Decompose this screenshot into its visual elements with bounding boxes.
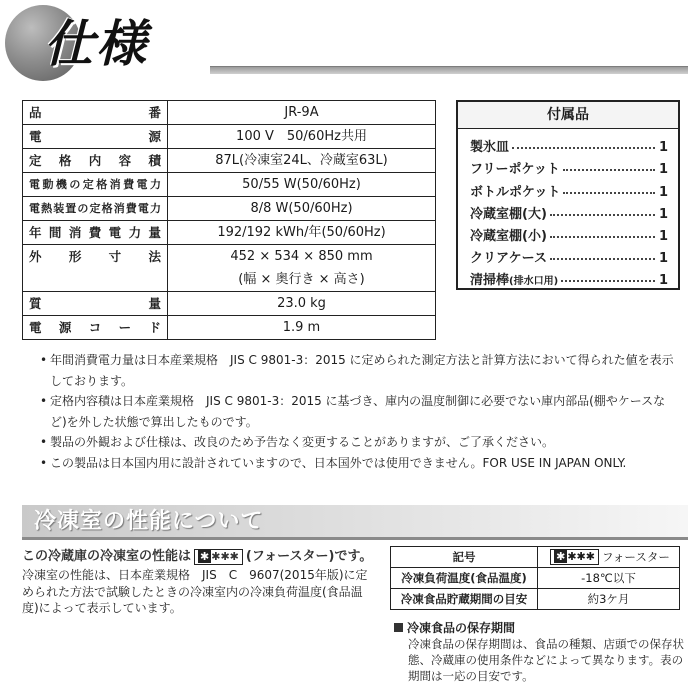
- square-bullet-icon: [394, 623, 403, 632]
- leader-dots: [561, 280, 655, 282]
- star-mark-first: ✱: [556, 550, 566, 564]
- freezer-label: 冷凍食品貯蔵期間の目安: [391, 589, 538, 610]
- storage-period-heading: [394, 619, 515, 636]
- table-row: [23, 245, 436, 292]
- table-row: [23, 149, 436, 173]
- title-underline: [210, 66, 688, 74]
- dimension-value: 452 × 534 × 850 mm: [230, 249, 373, 264]
- accessory-name: フリーポケット: [470, 162, 560, 178]
- spec-notes: [40, 350, 680, 473]
- leader-dots: [550, 236, 655, 238]
- accessories-list: [458, 129, 678, 288]
- page-title: 仕様: [44, 15, 148, 73]
- freezer-value: 約3ケ月: [538, 589, 680, 610]
- accessories-title: 付属品: [458, 102, 678, 129]
- table-row: [23, 197, 436, 221]
- freezer-value: -18℃以下: [538, 568, 680, 589]
- accessory-name: ボトルポケット: [470, 184, 561, 200]
- accessories-box: [456, 100, 680, 290]
- performance-heading: [22, 545, 372, 565]
- list-item: [470, 244, 668, 266]
- list-item: [470, 222, 668, 244]
- performance-description: 冷凍室の性能は、日本産業規格 JIS C 9607(2015年版)に定められた方法で試験したときの冷凍室内の冷凍負荷温度(食品温度)によって表示しています。: [22, 568, 368, 615]
- freezer-star-name: フォースター: [602, 549, 670, 564]
- accessory-qty: 1: [658, 228, 668, 244]
- spec-value: [168, 245, 436, 292]
- table-row: [391, 568, 680, 589]
- spec-label: 年間消費電力量: [23, 221, 168, 245]
- leader-dots: [550, 214, 655, 216]
- storage-period-text: 冷凍食品の保存期間は、食品の種類、店頭での保存状態、冷蔵庫の使用条件などによって異なります。表の期間は一応の目安です。: [408, 637, 684, 683]
- spec-value: 192/192 kWh/年(50/60Hz): [168, 221, 436, 245]
- leader-dots: [550, 258, 655, 260]
- performance-heading-tail: (フォースター)です。: [245, 549, 373, 564]
- spec-value: JR-9A: [168, 101, 436, 125]
- accessory-name: 製氷皿: [470, 140, 510, 156]
- accessory-qty: 1: [658, 162, 668, 178]
- note-item: • 年間消費電力量は日本産業規格 JIS C 9801-3：2015 に定められた測定方法と計算方法において得られた値を表示しております。: [40, 350, 680, 391]
- spec-label: 質量: [23, 292, 168, 316]
- storage-period-title: 冷凍食品の保存期間: [407, 621, 516, 635]
- spec-label: 電源コード: [23, 316, 168, 340]
- four-star-badge: [194, 549, 243, 565]
- spec-value: 50/55 W(50/60Hz): [168, 173, 436, 197]
- accessory-qty: 1: [658, 184, 668, 200]
- accessory-qty: 1: [658, 140, 668, 156]
- leader-dots: [563, 169, 655, 171]
- spec-table: [22, 100, 436, 340]
- accessory-name: 冷蔵室棚(大): [470, 206, 547, 222]
- spec-value: 100 V 50/60Hz共用: [168, 125, 436, 149]
- spec-label: 電源: [23, 125, 168, 149]
- table-row: [23, 173, 436, 197]
- leader-dots: [512, 147, 655, 149]
- freezer-value: [538, 547, 680, 568]
- section-title: 冷凍室の性能について: [34, 509, 264, 534]
- spec-label: 電熱装置の定格消費電力: [23, 197, 168, 221]
- table-row: [23, 292, 436, 316]
- note-item: • 定格内容積は日本産業規格 JIS C 9801-3：2015 に基づき、庫内の温度制御に必要でない庫内部品(棚やケースなど)を外した状態で算出したものです。: [40, 391, 680, 432]
- accessory-qty: 1: [658, 251, 668, 267]
- accessory-name: クリアケース: [470, 251, 547, 267]
- note-item: • 製品の外観および仕様は、改良のため予告なく変更することがありますが、ご了承ください。: [40, 432, 680, 453]
- star-mark-rest: ✱✱✱: [211, 549, 239, 563]
- spec-label: 電動機の定格消費電力: [23, 173, 168, 197]
- list-item: [470, 177, 668, 199]
- note-item: • この製品は日本国内用に設計されていますので、日本国外では使用できません。FOR USE IN JAPAN ONLY.: [40, 453, 680, 474]
- table-row: [391, 589, 680, 610]
- spec-label: 品番: [23, 101, 168, 125]
- spec-value: 23.0 kg: [168, 292, 436, 316]
- performance-heading-text: この冷蔵庫の冷凍室の性能は: [22, 549, 192, 564]
- accessory-qty: 1: [658, 206, 668, 222]
- accessory-qty: 1: [658, 273, 668, 289]
- list-item: [470, 155, 668, 177]
- freezer-label: 冷凍負荷温度(食品温度): [391, 568, 538, 589]
- accessory-name: 冷蔵室棚(小): [470, 228, 547, 244]
- star-mark-first: ✱: [200, 549, 210, 563]
- table-row: [391, 547, 680, 568]
- table-row: [23, 125, 436, 149]
- four-star-badge: [550, 549, 599, 565]
- table-row: [23, 221, 436, 245]
- star-mark-rest: ✱✱✱: [567, 550, 595, 564]
- accessory-name: [470, 269, 558, 288]
- freezer-label: 記号: [391, 547, 538, 568]
- list-item: [470, 266, 668, 288]
- dimension-note: (幅 × 奥行き × 高さ): [238, 272, 365, 287]
- list-item: [470, 133, 668, 155]
- spec-label: 定格内容積: [23, 149, 168, 173]
- accessory-name-main: 清掃棒: [470, 273, 510, 289]
- table-row: [23, 101, 436, 125]
- leader-dots: [563, 192, 655, 194]
- spec-value: 8/8 W(50/60Hz): [168, 197, 436, 221]
- spec-label: 外形寸法: [23, 245, 168, 292]
- accessory-name-note: (排水口用): [509, 276, 559, 288]
- list-item: [470, 200, 668, 222]
- spec-value: 1.9 m: [168, 316, 436, 340]
- freezer-table: [390, 546, 680, 610]
- table-row: [23, 316, 436, 340]
- spec-value: 87L(冷凍室24L、冷蔵室63L): [168, 149, 436, 173]
